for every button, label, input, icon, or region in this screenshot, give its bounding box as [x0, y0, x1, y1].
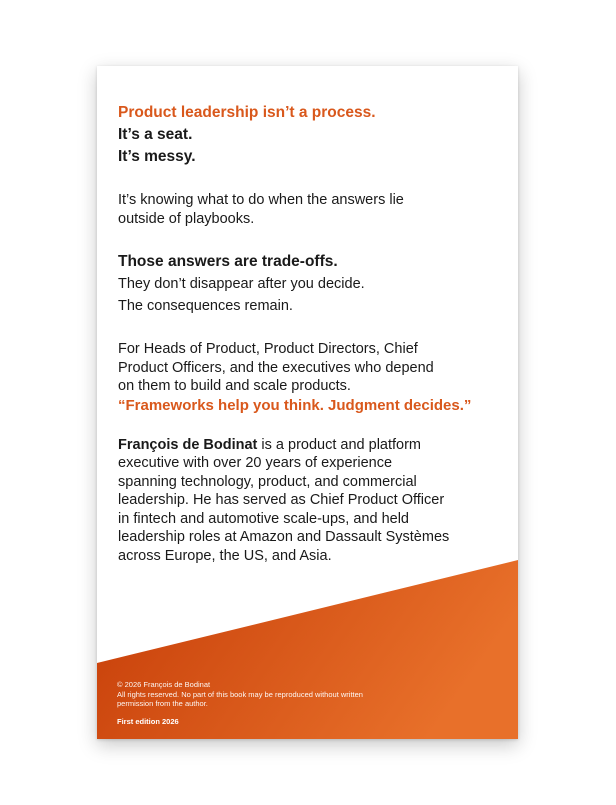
pull-quote: “Frameworks help you think. Judgment decides.”	[118, 396, 472, 414]
audience-paragraph: For Heads of Product, Product Directors, Chief Product Officers, and the executives who depend on them to build and scale products.	[118, 341, 434, 394]
tradeoffs-line-1: They don’t disappear after you decide.	[118, 276, 365, 292]
author-bio	[118, 436, 453, 566]
tradeoffs-line-2: The consequences remain.	[118, 298, 293, 314]
author-name: François de Bodinat	[118, 436, 258, 453]
edition-line: First edition 2026	[117, 716, 179, 726]
copyright-line: © 2026 François de Bodinat	[117, 680, 211, 689]
back-cover-text	[118, 102, 498, 565]
cover-footer	[117, 680, 377, 726]
rights-notice: All rights reserved. No part of this book may be reproduced without written permission from the author.	[117, 689, 363, 708]
intro-paragraph: It’s knowing what to do when the answers lie outside of playbooks.	[118, 192, 404, 227]
hook-line-2: It’s a seat.	[118, 126, 193, 143]
hook-line-1: Product leadership isn’t a process.	[118, 104, 376, 121]
book-back-cover	[97, 66, 518, 739]
author-bio-text: is a product and platform executive with over 20 years of experience spanning technology, product, and commercial leadership. He has served as Chief Product Officer in fintech and automotive scale-ups, and held leadership roles at Amazon and Dassault Systèmes across Europe, the US, and Asia.	[118, 436, 450, 564]
hook-line-3: It’s messy.	[118, 148, 196, 165]
tradeoffs-heading: Those answers are trade-offs.	[118, 253, 338, 270]
